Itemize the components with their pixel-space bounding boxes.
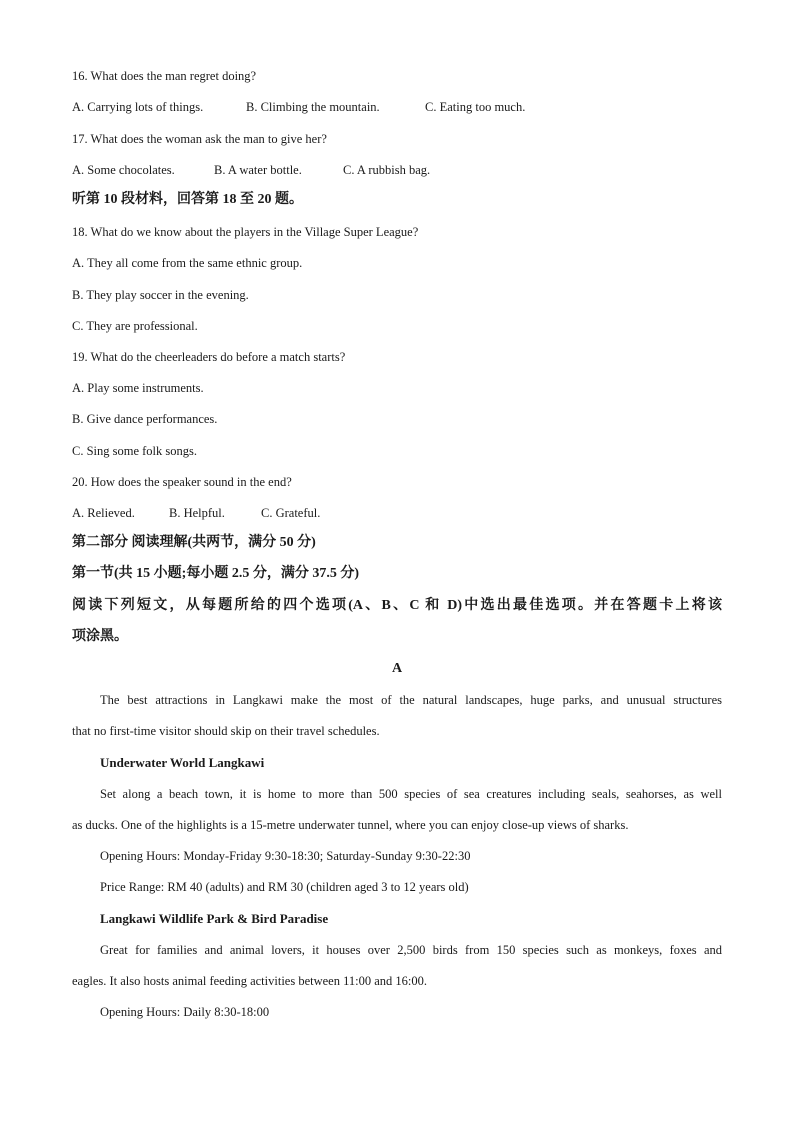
option-a: A. Some chocolates. bbox=[72, 163, 175, 177]
attraction-1-price: Price Range: RM 40 (adults) and RM 30 (children aged 3 to 12 years old) bbox=[100, 880, 469, 894]
instruction-line-1: 阅读下列短文，从每题所给的四个选项(A、B、C 和 D)中选出最佳选项。并在答题卡上将该 bbox=[72, 598, 722, 613]
listening-section-10-heading: 听第 10 段材料，回答第 18 至 20 题。 bbox=[72, 192, 303, 207]
passage-intro-line-2: that no first-time visitor should skip on their travel schedules. bbox=[72, 724, 380, 738]
option-a: A. Relieved. bbox=[72, 506, 135, 520]
option-b: B. Climbing the mountain. bbox=[246, 100, 380, 114]
question-17-options bbox=[72, 162, 430, 178]
question-20-options bbox=[72, 505, 320, 521]
question-19-option-a: A. Play some instruments. bbox=[72, 381, 204, 395]
passage-intro-line-1: The best attractions in Langkawi make the most of the natural landscapes, huge parks, and unusual structures bbox=[100, 693, 722, 707]
option-c: C. A rubbish bag. bbox=[343, 163, 431, 177]
option-b: B. Helpful. bbox=[169, 506, 225, 520]
option-c: C. Grateful. bbox=[261, 506, 321, 520]
question-20: 20. How does the speaker sound in the end? bbox=[72, 475, 292, 489]
passage-letter: A bbox=[391, 661, 403, 676]
question-18-option-b: B. They play soccer in the evening. bbox=[72, 288, 249, 302]
question-16-options bbox=[72, 99, 525, 115]
question-18-option-a: A. They all come from the same ethnic group. bbox=[72, 256, 303, 270]
part-2-heading: 第二部分 阅读理解(共两节，满分 50 分) bbox=[72, 535, 316, 550]
attraction-1-desc-line-1: Set along a beach town, it is home to more than 500 species of sea creatures including seals, seahorses, as well bbox=[100, 787, 722, 801]
attraction-2-desc-line-2: eagles. It also hosts animal feeding activities between 11:00 and 16:00. bbox=[72, 974, 427, 988]
question-18-option-c: C. They are professional. bbox=[72, 319, 198, 333]
question-19: 19. What do the cheerleaders do before a match starts? bbox=[72, 350, 346, 364]
question-17: 17. What does the woman ask the man to give her? bbox=[72, 132, 327, 146]
instruction-line-2: 项涂黑。 bbox=[72, 629, 128, 644]
section-1-heading: 第一节(共 15 小题;每小题 2.5 分，满分 37.5 分) bbox=[72, 566, 359, 581]
question-18: 18. What do we know about the players in the Village Super League? bbox=[72, 225, 419, 239]
attraction-1-hours: Opening Hours: Monday-Friday 9:30-18:30; Saturday-Sunday 9:30-22:30 bbox=[100, 849, 471, 863]
attraction-2-hours: Opening Hours: Daily 8:30-18:00 bbox=[100, 1005, 270, 1019]
question-19-option-c: C. Sing some folk songs. bbox=[72, 444, 198, 458]
attraction-2-desc-line-1: Great for families and animal lovers, it houses over 2,500 birds from 150 species such as monkeys, foxes and bbox=[100, 943, 722, 957]
option-a: A. Carrying lots of things. bbox=[72, 100, 204, 114]
option-b: B. A water bottle. bbox=[214, 163, 302, 177]
attraction-1-desc-line-2: as ducks. One of the highlights is a 15-metre underwater tunnel, where you can enjoy close-up views of sharks. bbox=[72, 818, 629, 832]
attraction-title-underwater-world: Underwater World Langkawi bbox=[100, 755, 265, 770]
question-16: 16. What does the man regret doing? bbox=[72, 69, 257, 83]
attraction-title-wildlife-park: Langkawi Wildlife Park & Bird Paradise bbox=[100, 911, 329, 926]
option-c: C. Eating too much. bbox=[425, 100, 526, 114]
question-19-option-b: B. Give dance performances. bbox=[72, 412, 218, 426]
